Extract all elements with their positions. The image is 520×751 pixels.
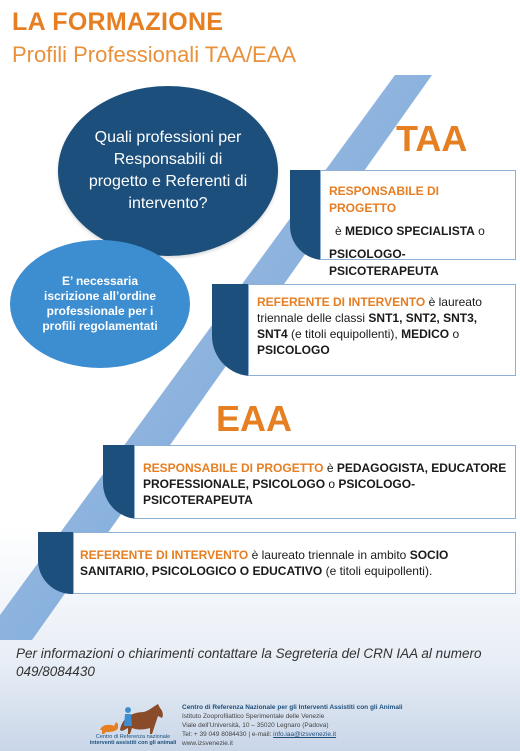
eaa-referente-pre: è laureato triennale in ambito: [251, 548, 407, 562]
question-text: Quali professioni per Responsabili di progetto e Referenti di intervento?: [88, 129, 248, 212]
note-bubble: [10, 240, 190, 368]
eaa-responsabile-role: RESPONSABILE DI PROGETTO: [143, 461, 324, 475]
taa-referente-p2: PSICOLOGO: [257, 343, 330, 357]
address-block: [182, 703, 512, 748]
eaa-referente-card: [73, 532, 516, 594]
taa-responsabile-pre: è: [335, 224, 342, 238]
taa-responsabile-role: RESPONSABILE DI PROGETTO: [329, 184, 440, 215]
eaa-referente-fields: SOCIO SANITARIO, PSICOLOGICO O EDUCATIVO: [80, 548, 449, 578]
institute-name: Istituto Zooprofilattico Sperimentale delle Venezie: [182, 713, 325, 720]
note-text: E’ necessaria iscrizione all’ordine professionale per i profili regolamentati: [42, 274, 158, 333]
address-line: Viale dell’Università, 10 – 35020 Legnaro (Padova): [182, 722, 329, 729]
taa-responsabile-mid: o: [478, 224, 485, 238]
eaa-responsabile-professions: PEDAGOGISTA, EDUCATORE PROFESSIONALE, PSICOLOGO: [143, 461, 507, 491]
taa-label: TAA: [396, 118, 468, 159]
taa-referente-mid: (e titoli equipollenti),: [291, 327, 398, 341]
taa-referente-classes: SNT1, SNT2, SNT3, SNT4: [257, 311, 478, 341]
contact-text: Tel: + 39 049 8084430 | e-mail:: [182, 731, 272, 738]
eaa-responsabile-card: [134, 445, 516, 519]
taa-referente-card: [248, 284, 516, 376]
eaa-label: EAA: [216, 398, 293, 439]
logo-caption: [88, 734, 178, 746]
email-link[interactable]: info.iaa@izsvenezie.it: [273, 731, 337, 738]
taa-referente-or: o: [452, 327, 460, 341]
page-title: LA FORMAZIONE: [12, 8, 224, 36]
eaa-referente-post: (e titoli equipollenti).: [325, 564, 433, 578]
page-subtitle: Profili Professionali TAA/EAA: [12, 42, 297, 67]
taa-referente-role: REFERENTE DI INTERVENTO: [257, 295, 426, 309]
contact-line: [182, 730, 512, 739]
logo-caption-line1: Centro di Referenza nazionale: [95, 734, 171, 740]
org-name: Centro di Referenza Nazionale per gli Interventi Assistiti con gli Animali: [182, 704, 403, 711]
taa-responsabile-p1: MEDICO SPECIALISTA: [345, 224, 475, 238]
taa-responsabile-p2: PSICOLOGO-PSICOTERAPEUTA: [329, 247, 439, 278]
question-bubble: [58, 86, 278, 256]
website-link[interactable]: www.izsvenezie.it: [182, 740, 233, 747]
eaa-responsabile-pre: è: [326, 461, 334, 475]
taa-referente-pre: è laureato triennale delle classi: [257, 295, 482, 325]
eaa-responsabile-p2: PSICOLOGO-PSICOTERAPEUTA: [143, 477, 416, 507]
eaa-referente-role: REFERENTE DI INTERVENTO: [80, 548, 249, 562]
taa-referente-p1: MEDICO: [401, 327, 450, 341]
eaa-responsabile-or: o: [328, 477, 336, 491]
logo-caption-line2: interventi assistiti con gli animali: [89, 740, 177, 746]
taa-responsabile-card: [320, 170, 516, 278]
footer-info: Per informazioni o chiarimenti contattare la Segreteria del CRN IAA al numero 049/8084430: [16, 646, 482, 679]
